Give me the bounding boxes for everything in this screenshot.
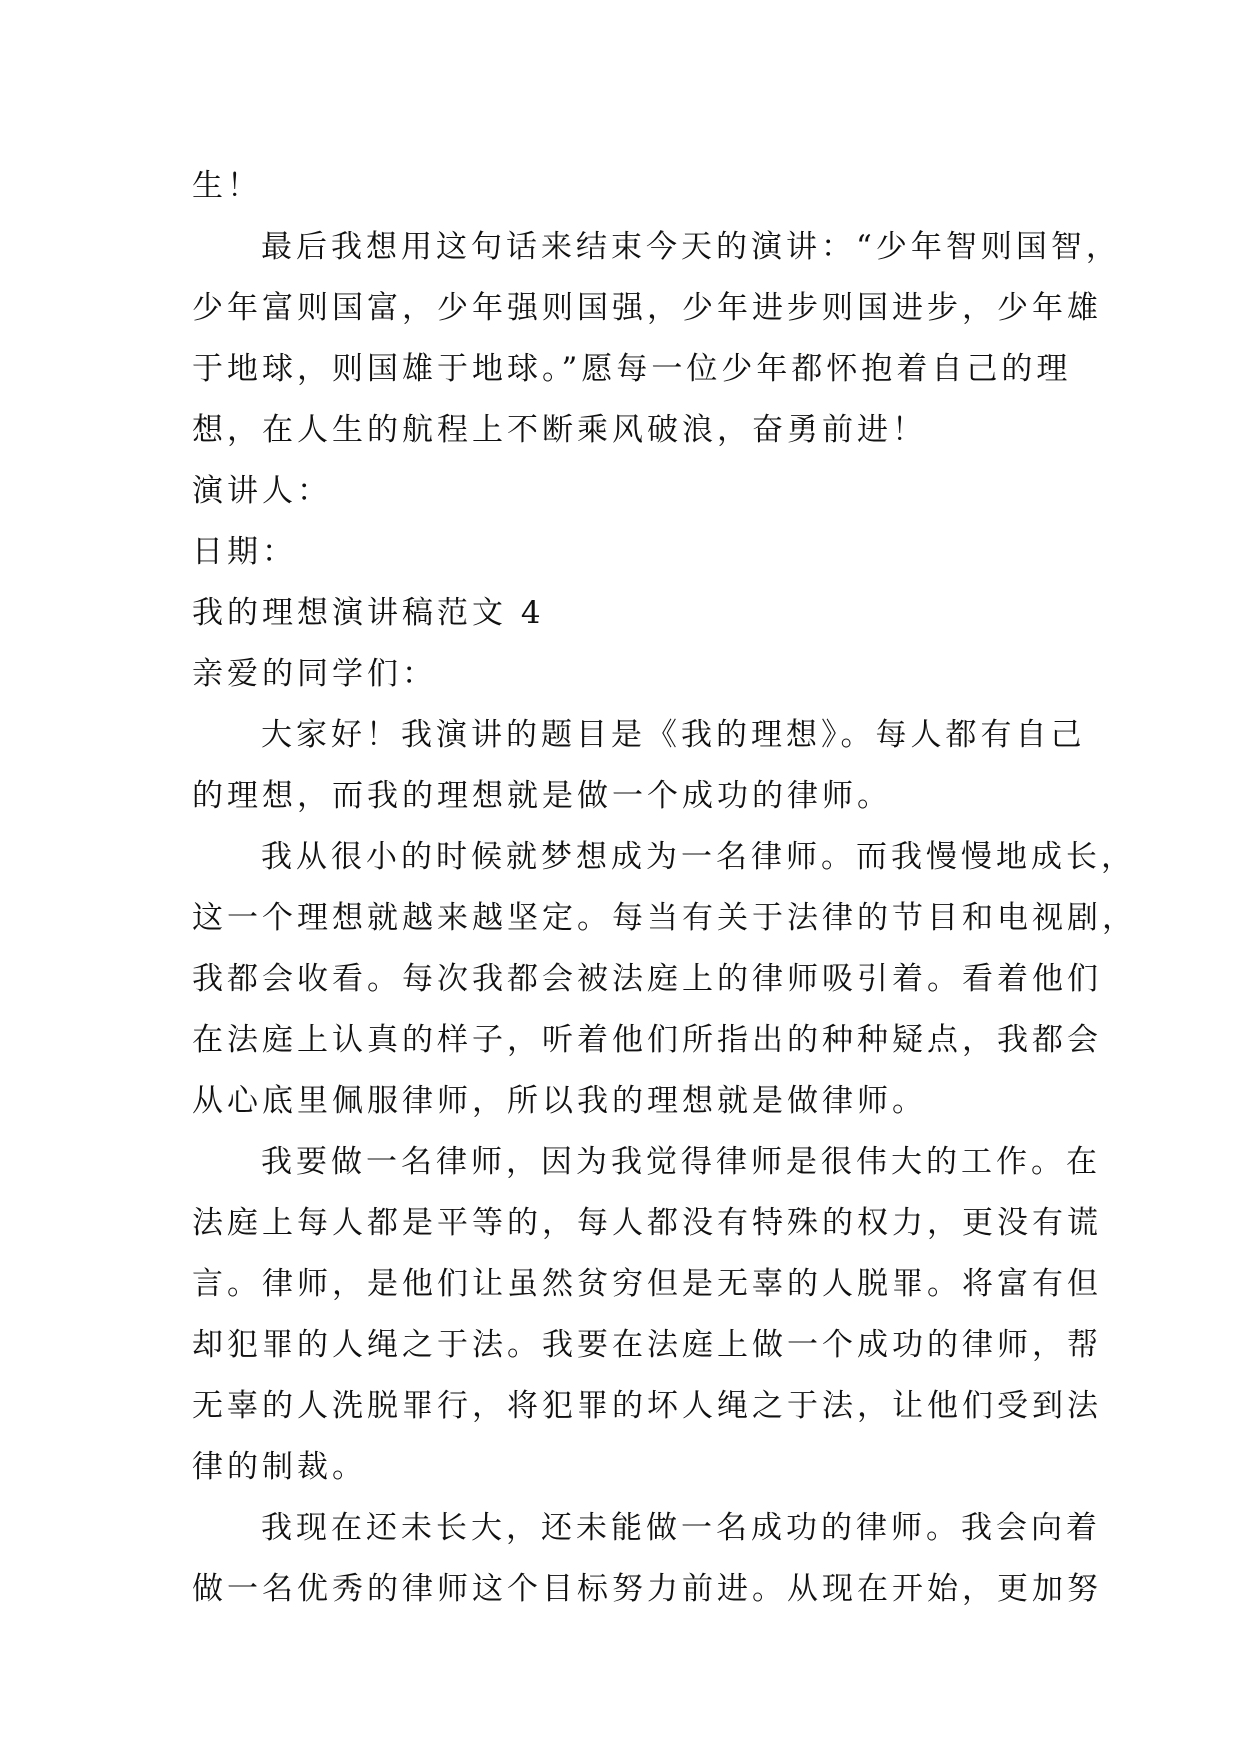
- document-page: [192, 156, 1137, 1620]
- speaker-label: 演讲人：: [192, 473, 332, 509]
- body-paragraph-line: 我从很小的时候就梦想成为一名律师。而我慢慢地成长，: [261, 839, 1136, 875]
- body-paragraph-line: 言。律师，是他们让虽然贫穷但是无辜的人脱罪。将富有但: [192, 1266, 1102, 1302]
- body-paragraph-line: 我现在还未长大，还未能做一名成功的律师。我会向着: [261, 1510, 1101, 1546]
- body-paragraph-line: 的理想，而我的理想就是做一个成功的律师。: [192, 778, 892, 814]
- body-paragraph-line: 大家好！我演讲的题目是《我的理想》。每人都有自己: [261, 717, 1086, 753]
- date-label: 日期：: [192, 534, 297, 570]
- closing-paragraph-line: 想，在人生的航程上不断乘风破浪，奋勇前进！: [192, 412, 927, 448]
- body-paragraph-line: 从心底里佩服律师，所以我的理想就是做律师。: [192, 1083, 927, 1119]
- body-paragraph-line: 在法庭上认真的样子，听着他们所指出的种种疑点，我都会: [192, 1022, 1102, 1058]
- body-paragraph-line: 无辜的人洗脱罪行，将犯罪的坏人绳之于法，让他们受到法: [192, 1388, 1102, 1424]
- section-title: 我的理想演讲稿范文 4: [192, 595, 545, 631]
- salutation: 亲爱的同学们：: [192, 656, 437, 692]
- paragraph-end-line: 生！: [192, 168, 262, 204]
- body-paragraph-line: 我要做一名律师，因为我觉得律师是很伟大的工作。在: [261, 1144, 1101, 1180]
- closing-paragraph-line: 于地球，则国雄于地球。”愿每一位少年都怀抱着自己的理: [192, 351, 1072, 387]
- closing-paragraph-line: 少年富则国富，少年强则国强，少年进步则国进步，少年雄: [192, 290, 1102, 326]
- body-paragraph-line: 法庭上每人都是平等的，每人都没有特殊的权力，更没有谎: [192, 1205, 1102, 1241]
- body-paragraph-line: 我都会收看。每次我都会被法庭上的律师吸引着。看着他们: [192, 961, 1102, 997]
- body-paragraph-line: 这一个理想就越来越坚定。每当有关于法律的节目和电视剧，: [192, 900, 1137, 936]
- body-paragraph-line: 律的制裁。: [192, 1449, 367, 1485]
- closing-paragraph-line: 最后我想用这句话来结束今天的演讲：“少年智则国智，: [261, 229, 1121, 265]
- body-paragraph-line: 却犯罪的人绳之于法。我要在法庭上做一个成功的律师，帮: [192, 1327, 1102, 1363]
- body-paragraph-line: 做一名优秀的律师这个目标努力前进。从现在开始，更加努: [192, 1571, 1102, 1607]
